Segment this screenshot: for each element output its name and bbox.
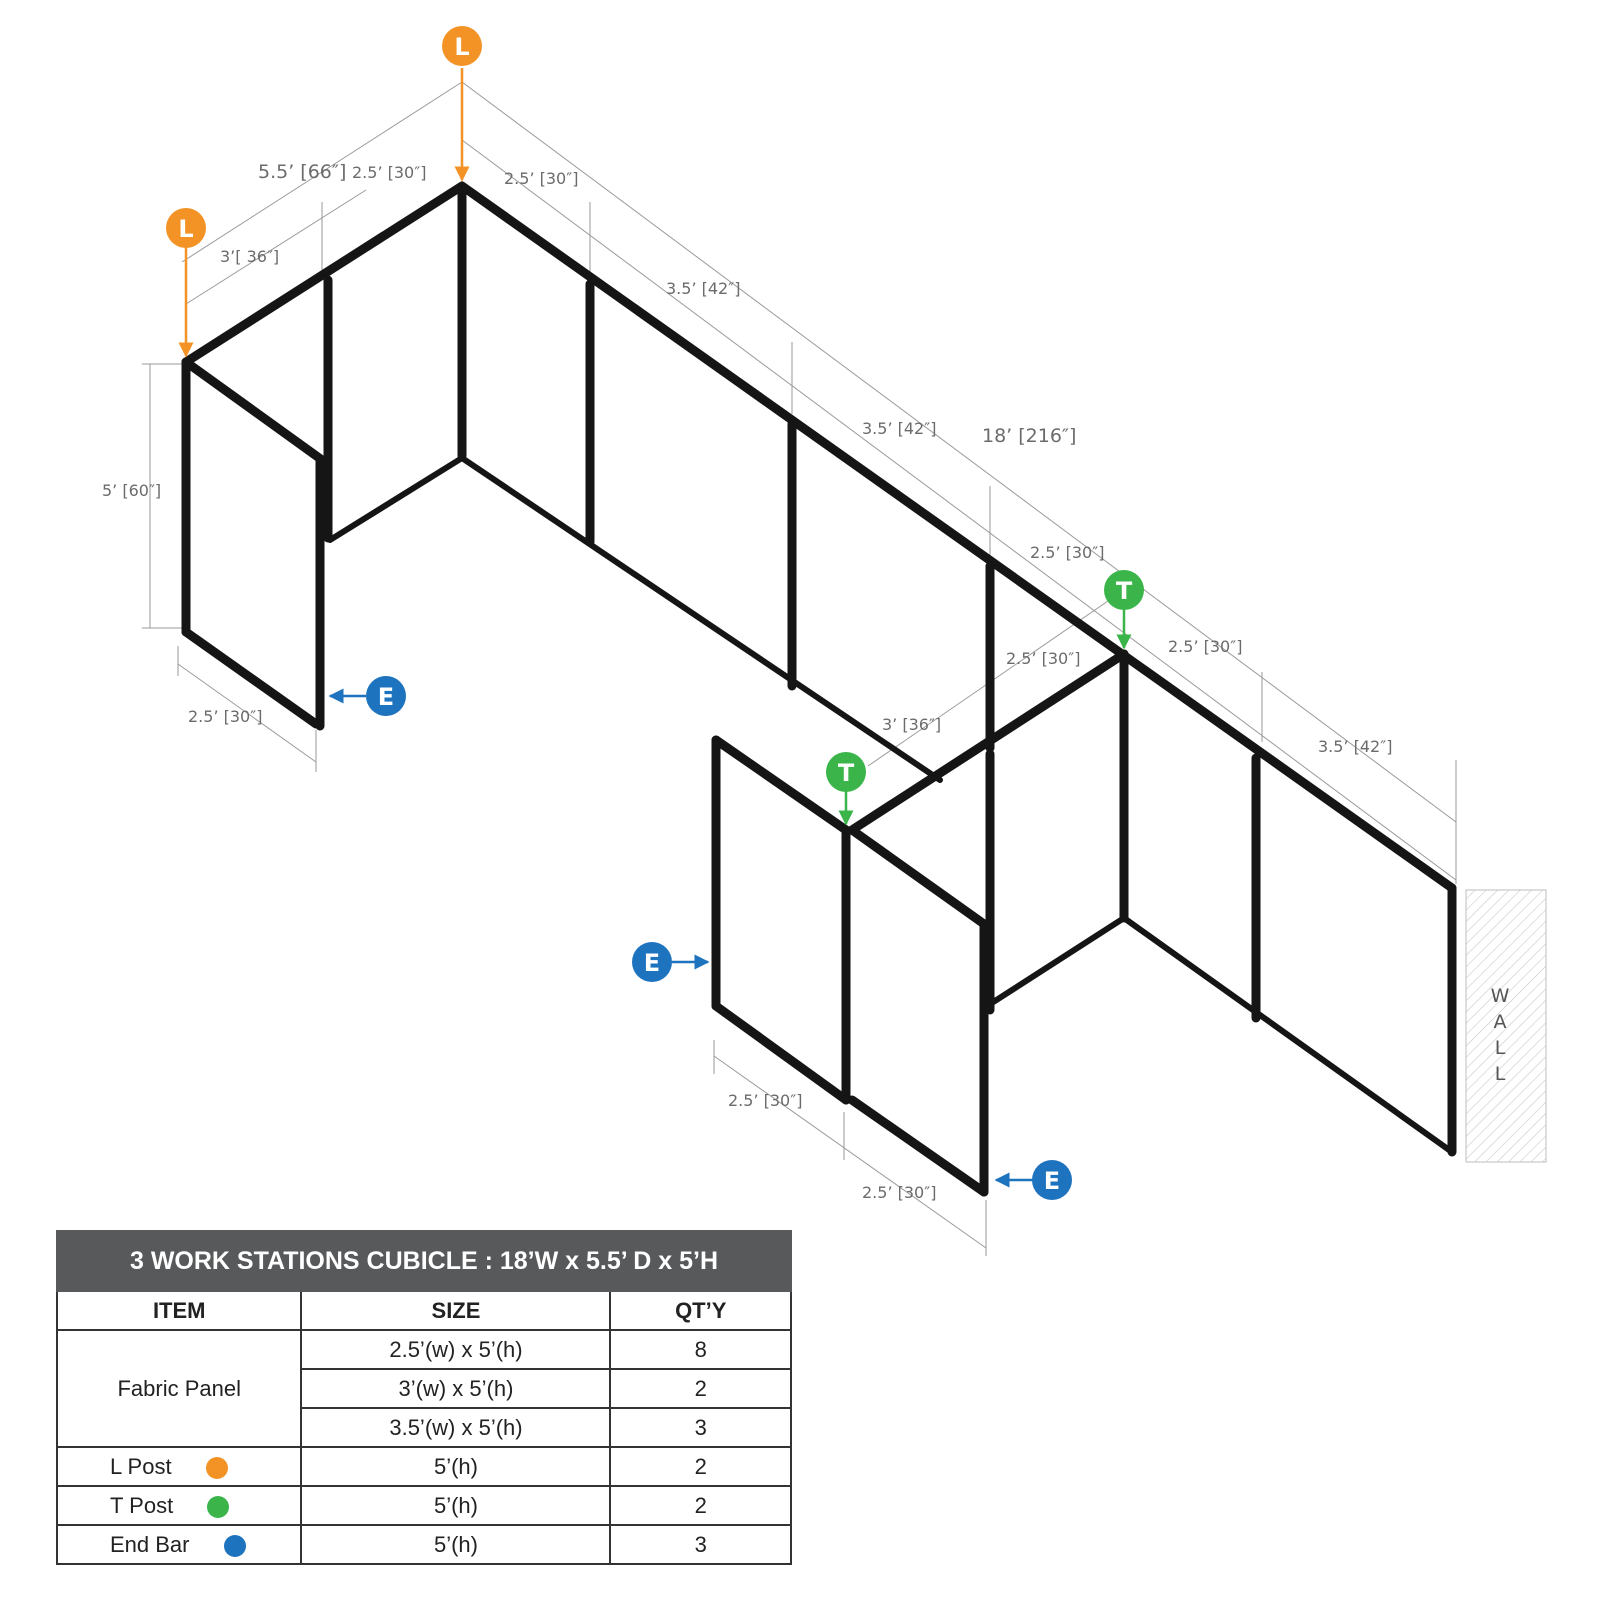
- dimension-lines: [142, 82, 1456, 1256]
- size-cell: 5’(h): [301, 1447, 610, 1486]
- wall-letter: A: [1493, 1011, 1507, 1033]
- dimension-labels: [102, 161, 1392, 1202]
- size-cell: 5’(h): [301, 1486, 610, 1525]
- item-fabric-panel: Fabric Panel: [57, 1330, 301, 1447]
- item-label: L Post: [110, 1453, 172, 1479]
- table-title: 3 WORK STATIONS CUBICLE : 18’W x 5.5’ D x 5’H: [57, 1231, 791, 1291]
- item-t-post: [57, 1486, 301, 1525]
- dim-label: 3’[ 36″]: [220, 247, 280, 266]
- size-cell: 5’(h): [301, 1525, 610, 1564]
- svg-text:L: L: [178, 215, 194, 243]
- dim-label: 2.5’ [30″]: [352, 163, 427, 182]
- dim-label: 2.5’ [30″]: [728, 1091, 803, 1110]
- item-label: T Post: [110, 1492, 174, 1518]
- qty-cell: 3: [610, 1408, 791, 1447]
- l-post-dot-icon: [206, 1457, 228, 1479]
- t-post-badge: [826, 752, 866, 792]
- table-row: [57, 1525, 791, 1564]
- svg-text:E: E: [643, 949, 661, 977]
- table-header-row: [57, 1291, 791, 1330]
- wall-letter: L: [1494, 1063, 1506, 1085]
- table-row: [57, 1330, 791, 1369]
- end-bar-dot-icon: [224, 1535, 246, 1557]
- item-label: End Bar: [110, 1531, 190, 1557]
- end-bar-badge: [1032, 1160, 1072, 1200]
- table-title-row: [57, 1231, 791, 1291]
- wall-letter: W: [1490, 985, 1510, 1007]
- item-l-post: [57, 1447, 301, 1486]
- end-bar-badge: [632, 942, 672, 982]
- t-post-dot-icon: [207, 1496, 229, 1518]
- header-size: SIZE: [301, 1291, 610, 1330]
- svg-text:T: T: [837, 759, 855, 787]
- dim-label: 2.5’ [30″]: [1168, 637, 1243, 656]
- dim-label: 3.5’ [42″]: [666, 279, 741, 298]
- dim-label: 2.5’ [30″]: [1030, 543, 1105, 562]
- dim-width-total: 18’ [216″]: [982, 425, 1077, 447]
- wall: [1466, 890, 1546, 1162]
- header-qty: QT’Y: [610, 1291, 791, 1330]
- svg-text:E: E: [1043, 1167, 1061, 1195]
- qty-cell: 2: [610, 1369, 791, 1408]
- qty-cell: 8: [610, 1330, 791, 1369]
- qty-cell: 2: [610, 1447, 791, 1486]
- bill-of-materials-table: [56, 1230, 792, 1565]
- svg-text:T: T: [1115, 577, 1133, 605]
- size-cell: 3’(w) x 5’(h): [301, 1369, 610, 1408]
- wall-letter: L: [1494, 1037, 1506, 1059]
- dim-depth-total: 5.5’ [66″]: [258, 161, 347, 183]
- l-post-badge: [166, 208, 206, 248]
- dim-label: 2.5’ [30″]: [504, 169, 579, 188]
- dim-label: 3’ [36″]: [882, 715, 942, 734]
- dim-label: 3.5’ [42″]: [862, 419, 937, 438]
- size-cell: 3.5’(w) x 5’(h): [301, 1408, 610, 1447]
- svg-text:E: E: [377, 683, 395, 711]
- dim-label: 2.5’ [30″]: [1006, 649, 1081, 668]
- qty-cell: 3: [610, 1525, 791, 1564]
- table-row: [57, 1447, 791, 1486]
- dim-label: 2.5’ [30″]: [188, 707, 263, 726]
- svg-text:L: L: [454, 33, 470, 61]
- t-post-badge: [1104, 570, 1144, 610]
- dim-label: 3.5’ [42″]: [1318, 737, 1393, 756]
- item-end-bar: [57, 1525, 301, 1564]
- table-row: [57, 1486, 791, 1525]
- header-item: ITEM: [57, 1291, 301, 1330]
- end-bar-badge: [366, 676, 406, 716]
- dim-height: 5’ [60″]: [102, 481, 162, 500]
- qty-cell: 2: [610, 1486, 791, 1525]
- size-cell: 2.5’(w) x 5’(h): [301, 1330, 610, 1369]
- dim-label: 2.5’ [30″]: [862, 1183, 937, 1202]
- l-post-badge: [442, 26, 482, 66]
